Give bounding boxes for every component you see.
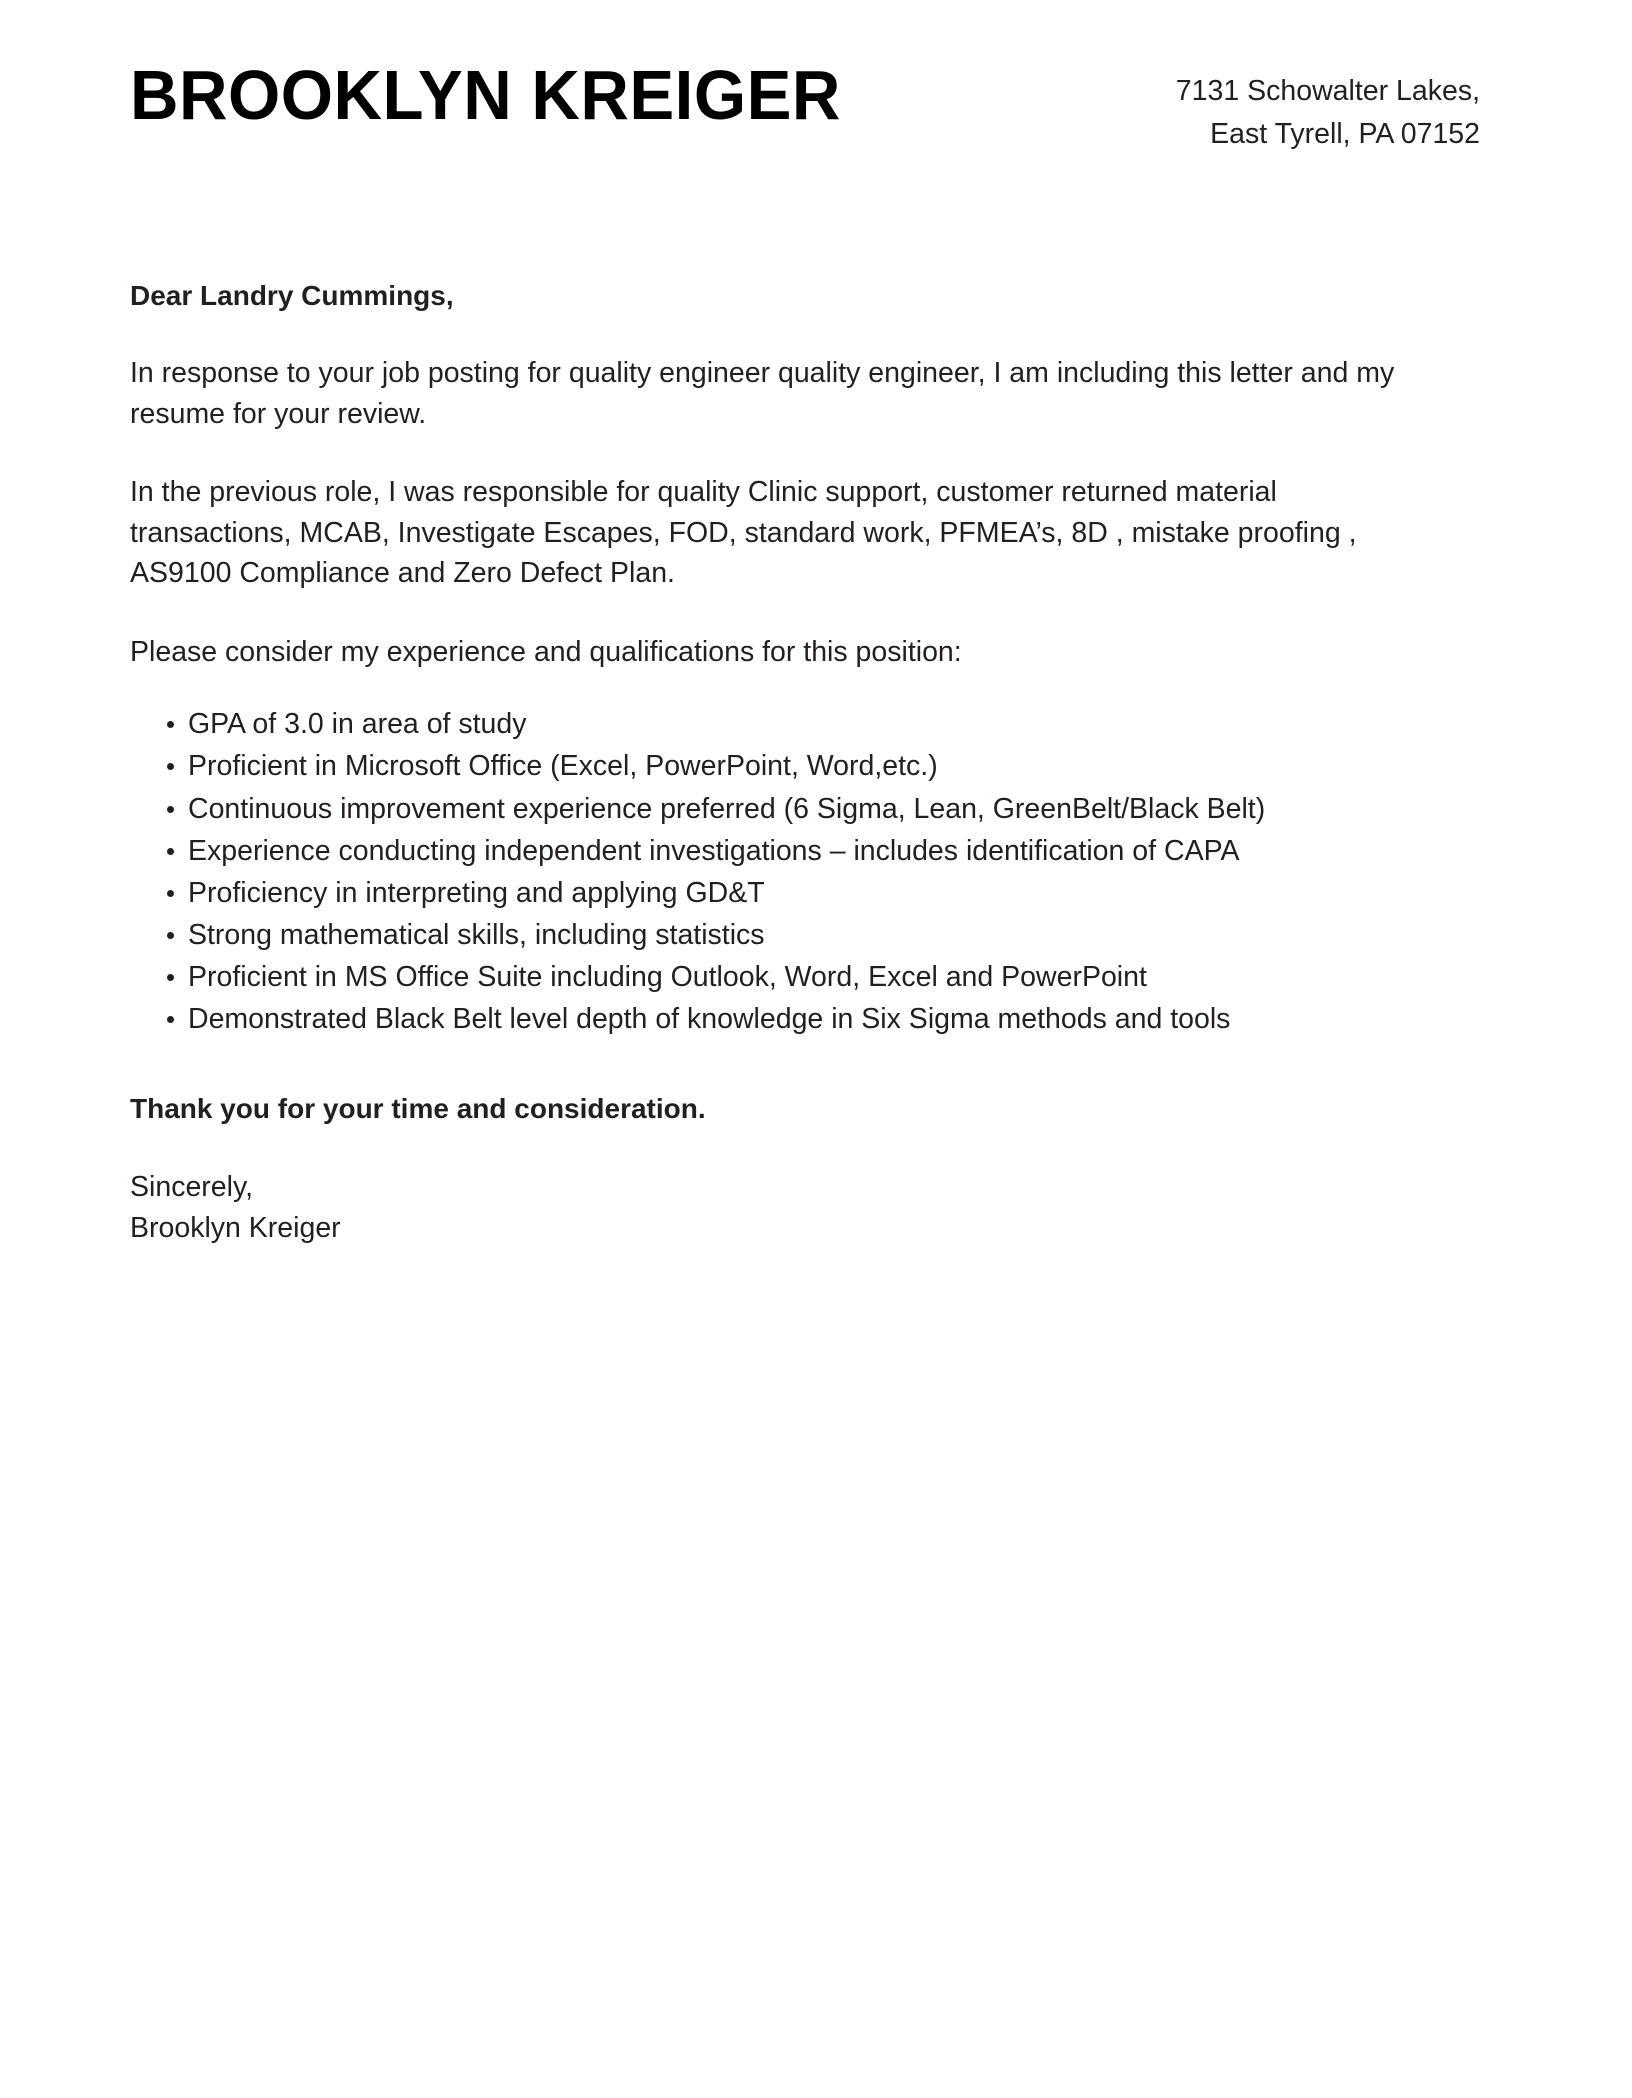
qualification-item <box>149 746 1460 786</box>
paragraph-intro: In response to your job posting for quality engineer quality engineer, I am including this letter and my resume for your review. <box>130 357 1395 430</box>
qualification-text: Proficiency in interpreting and applying GD&T <box>188 876 765 909</box>
applicant-name: BROOKLYN KREIGER <box>130 56 841 134</box>
salutation: Dear Landry Cummings, <box>130 279 454 311</box>
qualification-text: Strong mathematical skills, including statistics <box>188 919 765 952</box>
bullet-dot-icon <box>167 848 174 855</box>
paragraph-lead-in: Please consider my experience and qualifications for this position: <box>130 635 962 668</box>
signoff-closing: Sincerely, <box>130 1171 254 1204</box>
bullet-dot-icon <box>167 1016 174 1023</box>
qualification-text: Experience conducting independent investigations – includes identification of CAPA <box>188 834 1240 867</box>
qualification-item <box>149 999 1460 1039</box>
qualification-item <box>149 831 1460 871</box>
bullet-dot-icon <box>167 932 174 939</box>
name-block <box>130 56 871 134</box>
qualifications-list-wrap <box>130 704 1460 1039</box>
signoff-name: Brooklyn Kreiger <box>130 1211 341 1244</box>
bullet-dot-icon <box>167 974 174 981</box>
qualification-text: GPA of 3.0 in area of study <box>188 708 527 741</box>
closing-thanks: Thank you for your time and consideration. <box>130 1092 706 1124</box>
paragraph-duties: In the previous role, I was responsible for quality Clinic support, customer returned material transactions, MCAB, Investigate Escapes, FOD, standard work, PFMEA’s, 8D , mistake proofing , AS9100 Compliance and Zero Defect Plan. <box>130 476 1357 590</box>
qualification-text: Proficient in MS Office Suite including Outlook, Word, Excel and PowerPoint <box>188 961 1147 994</box>
bullet-dot-icon <box>167 806 174 813</box>
bullet-dot-icon <box>167 890 174 897</box>
address-line-2: East Tyrell, PA 07152 <box>1210 118 1480 151</box>
letter-body <box>130 276 1460 1249</box>
bullet-dot-icon <box>167 721 174 728</box>
qualifications-list <box>149 704 1460 1039</box>
address-line-1: 7131 Schowalter Lakes, <box>1175 75 1480 107</box>
qualification-text: Demonstrated Black Belt level depth of knowledge in Six Sigma methods and tools <box>188 1003 1231 1036</box>
letter-header <box>130 52 1482 157</box>
qualification-text: Proficient in Microsoft Office (Excel, PowerPoint, Word,etc.) <box>188 750 938 783</box>
qualification-text: Continuous improvement experience preferred (6 Sigma, Lean, GreenBelt/Black Belt) <box>188 792 1266 825</box>
qualification-item <box>149 704 1460 744</box>
qualification-item <box>149 789 1460 829</box>
bullet-dot-icon <box>167 763 174 770</box>
qualification-item <box>149 873 1460 913</box>
signoff-block <box>130 1167 1460 1248</box>
qualification-item <box>149 957 1460 997</box>
address-block <box>1176 60 1482 157</box>
qualification-item <box>149 915 1460 955</box>
